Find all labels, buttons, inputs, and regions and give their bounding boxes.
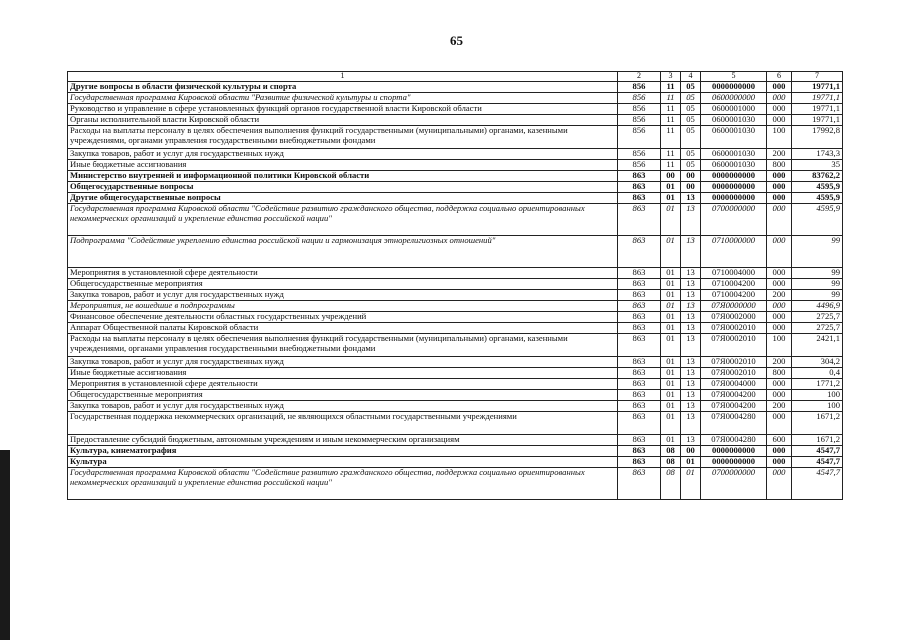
row-amount-cell: 100 [792,389,843,400]
row-amount-cell: 19771,1 [792,92,843,103]
table-row [68,445,843,456]
row-subsection-cell: 13 [681,411,701,434]
row-name-cell: Государственная программа Кировской области "Содействие развитию гражданского общества, поддержка социально ориентированных некоммерческих организаций и укрепление единства российской нации" [68,467,618,499]
row-subsection-cell: 13 [681,389,701,400]
header-cell: 7 [792,72,843,82]
row-amount-cell: 4547,7 [792,467,843,499]
table-row [68,125,843,148]
table-row [68,203,843,235]
row-admin-code-cell: 863 [618,170,661,181]
row-name-cell: Министерство внутренней и информационной политики Кировской области [68,170,618,181]
table-row [68,170,843,181]
row-name-cell: Закупка товаров, работ и услуг для государственных нужд [68,148,618,159]
row-subsection-cell: 00 [681,181,701,192]
table-row [68,92,843,103]
row-amount-cell: 100 [792,400,843,411]
row-amount-cell: 35 [792,159,843,170]
table-row [68,434,843,445]
row-expense-type-cell: 100 [767,125,792,148]
row-expense-type-cell: 000 [767,203,792,235]
row-name-cell: Общегосударственные вопросы [68,181,618,192]
row-expense-type-cell: 000 [767,81,792,92]
row-section-cell: 11 [661,159,681,170]
row-section-cell: 11 [661,103,681,114]
row-amount-cell: 0,4 [792,367,843,378]
row-name-cell: Мероприятия в установленной сфере деятельности [68,267,618,278]
row-expense-type-cell: 200 [767,400,792,411]
budget-table [67,71,843,500]
row-section-cell: 01 [661,389,681,400]
row-name-cell: Другие общегосударственные вопросы [68,192,618,203]
row-target-article-cell: 07Я0002010 [701,356,767,367]
row-subsection-cell: 13 [681,367,701,378]
row-admin-code-cell: 856 [618,159,661,170]
row-target-article-cell: 0000000000 [701,170,767,181]
row-section-cell: 11 [661,125,681,148]
row-section-cell: 01 [661,411,681,434]
row-target-article-cell: 07Я0000000 [701,300,767,311]
row-admin-code-cell: 863 [618,367,661,378]
row-admin-code-cell: 863 [618,300,661,311]
row-target-article-cell: 07Я0004280 [701,434,767,445]
row-section-cell: 01 [661,311,681,322]
row-expense-type-cell: 100 [767,333,792,356]
row-expense-type-cell: 000 [767,103,792,114]
row-target-article-cell: 07Я0002010 [701,333,767,356]
row-expense-type-cell: 200 [767,148,792,159]
row-subsection-cell: 13 [681,203,701,235]
row-section-cell: 01 [661,203,681,235]
table-row [68,192,843,203]
table-row [68,289,843,300]
table-row [68,378,843,389]
row-subsection-cell: 05 [681,114,701,125]
row-amount-cell: 19771,1 [792,81,843,92]
row-expense-type-cell: 000 [767,300,792,311]
row-target-article-cell: 0600001030 [701,159,767,170]
row-expense-type-cell: 800 [767,159,792,170]
row-amount-cell: 99 [792,278,843,289]
row-expense-type-cell: 000 [767,456,792,467]
table-row [68,81,843,92]
row-admin-code-cell: 863 [618,192,661,203]
row-target-article-cell: 07Я0004200 [701,389,767,400]
table-row [68,267,843,278]
row-section-cell: 00 [661,170,681,181]
row-section-cell: 01 [661,367,681,378]
header-row [68,72,843,82]
row-name-cell: Иные бюджетные ассигнования [68,367,618,378]
row-amount-cell: 2725,7 [792,311,843,322]
row-name-cell: Культура, кинематография [68,445,618,456]
row-subsection-cell: 13 [681,311,701,322]
row-section-cell: 01 [661,378,681,389]
table-body [68,72,843,500]
row-subsection-cell: 05 [681,148,701,159]
table-row [68,148,843,159]
row-name-cell: Общегосударственные мероприятия [68,278,618,289]
row-section-cell: 11 [661,148,681,159]
row-name-cell: Органы исполнительной власти Кировской области [68,114,618,125]
row-section-cell: 01 [661,289,681,300]
row-admin-code-cell: 863 [618,235,661,267]
row-admin-code-cell: 863 [618,378,661,389]
row-name-cell: Расходы на выплаты персоналу в целях обеспечения выполнения функций государственными (муниципальными) органами, казенными учреждениями, органами управления государственными внебюджетными фондами [68,333,618,356]
row-target-article-cell: 07Я0004000 [701,378,767,389]
row-target-article-cell: 0000000000 [701,456,767,467]
row-section-cell: 01 [661,434,681,445]
row-amount-cell: 1671,2 [792,411,843,434]
row-admin-code-cell: 856 [618,114,661,125]
row-subsection-cell: 13 [681,235,701,267]
row-expense-type-cell: 000 [767,92,792,103]
table-row [68,367,843,378]
row-target-article-cell: 07Я0004280 [701,411,767,434]
row-subsection-cell: 13 [681,434,701,445]
row-admin-code-cell: 863 [618,278,661,289]
row-amount-cell: 99 [792,267,843,278]
row-subsection-cell: 13 [681,378,701,389]
header-cell: 6 [767,72,792,82]
row-admin-code-cell: 856 [618,81,661,92]
row-subsection-cell: 01 [681,467,701,499]
row-name-cell: Государственная программа Кировской области "Развитие физической культуры и спорта" [68,92,618,103]
row-amount-cell: 1671,2 [792,434,843,445]
table-row [68,322,843,333]
row-expense-type-cell: 000 [767,389,792,400]
scan-edge-shadow [0,450,10,640]
row-amount-cell: 1771,2 [792,378,843,389]
page-number: 65 [450,33,463,48]
row-section-cell: 01 [661,192,681,203]
row-subsection-cell: 13 [681,400,701,411]
row-subsection-cell: 05 [681,92,701,103]
row-target-article-cell: 0600001030 [701,114,767,125]
row-admin-code-cell: 863 [618,467,661,499]
row-amount-cell: 99 [792,235,843,267]
row-subsection-cell: 00 [681,170,701,181]
row-subsection-cell: 05 [681,159,701,170]
row-section-cell: 01 [661,181,681,192]
row-expense-type-cell: 000 [767,267,792,278]
row-amount-cell: 4547,7 [792,445,843,456]
row-target-article-cell: 0000000000 [701,181,767,192]
row-target-article-cell: 07Я0002010 [701,322,767,333]
table-row [68,235,843,267]
row-name-cell: Культура [68,456,618,467]
row-admin-code-cell: 863 [618,181,661,192]
row-subsection-cell: 05 [681,81,701,92]
header-cell: 3 [661,72,681,82]
row-name-cell: Предоставление субсидий бюджетным, автономным учреждениям и иным некоммерческим организациям [68,434,618,445]
row-subsection-cell: 13 [681,192,701,203]
row-amount-cell: 2725,7 [792,322,843,333]
row-subsection-cell: 13 [681,278,701,289]
row-target-article-cell: 07Я0004200 [701,400,767,411]
row-target-article-cell: 0710004200 [701,289,767,300]
row-name-cell: Подпрограмма "Содействие укреплению единства российской нации и гармонизация этнорелигиозных отношений" [68,235,618,267]
header-cell: 1 [68,72,618,82]
row-section-cell: 11 [661,114,681,125]
row-target-article-cell: 0600001030 [701,148,767,159]
row-expense-type-cell: 000 [767,311,792,322]
row-subsection-cell: 13 [681,267,701,278]
row-section-cell: 01 [661,400,681,411]
table-row [68,456,843,467]
row-section-cell: 01 [661,235,681,267]
row-section-cell: 08 [661,456,681,467]
table-row [68,114,843,125]
row-admin-code-cell: 856 [618,103,661,114]
row-amount-cell: 2421,1 [792,333,843,356]
row-expense-type-cell: 000 [767,445,792,456]
row-expense-type-cell: 000 [767,181,792,192]
row-target-article-cell: 0000000000 [701,445,767,456]
table-row [68,159,843,170]
row-section-cell: 01 [661,300,681,311]
row-expense-type-cell: 000 [767,114,792,125]
row-expense-type-cell: 000 [767,322,792,333]
row-amount-cell: 83762,2 [792,170,843,181]
row-admin-code-cell: 863 [618,203,661,235]
row-name-cell: Мероприятия, не вошедшие в подпрограммы [68,300,618,311]
row-amount-cell: 4547,7 [792,456,843,467]
row-admin-code-cell: 856 [618,125,661,148]
row-expense-type-cell: 000 [767,235,792,267]
row-subsection-cell: 13 [681,289,701,300]
row-admin-code-cell: 863 [618,322,661,333]
header-cell: 4 [681,72,701,82]
table-row [68,311,843,322]
table-row [68,278,843,289]
row-admin-code-cell: 863 [618,400,661,411]
row-section-cell: 01 [661,333,681,356]
row-expense-type-cell: 600 [767,434,792,445]
row-amount-cell: 19771,1 [792,114,843,125]
row-subsection-cell: 13 [681,322,701,333]
row-admin-code-cell: 863 [618,445,661,456]
row-subsection-cell: 13 [681,300,701,311]
row-admin-code-cell: 863 [618,456,661,467]
row-expense-type-cell: 000 [767,170,792,181]
row-amount-cell: 4595,9 [792,192,843,203]
table-row [68,389,843,400]
row-amount-cell: 1743,3 [792,148,843,159]
row-admin-code-cell: 856 [618,148,661,159]
row-name-cell: Финансовое обеспечение деятельности областных государственных учреждений [68,311,618,322]
row-subsection-cell: 13 [681,356,701,367]
row-admin-code-cell: 856 [618,92,661,103]
row-name-cell: Иные бюджетные ассигнования [68,159,618,170]
row-expense-type-cell: 200 [767,356,792,367]
row-section-cell: 01 [661,356,681,367]
row-target-article-cell: 0000000000 [701,192,767,203]
row-amount-cell: 17992,8 [792,125,843,148]
row-name-cell: Другие вопросы в области физической культуры и спорта [68,81,618,92]
row-name-cell: Расходы на выплаты персоналу в целях обеспечения выполнения функций государственными (муниципальными) органами, казенными учреждениями, органами управления государственными внебюджетными фондами [68,125,618,148]
row-subsection-cell: 01 [681,456,701,467]
header-cell: 5 [701,72,767,82]
row-name-cell: Закупка товаров, работ и услуг для государственных нужд [68,356,618,367]
table-row [68,467,843,499]
table-row [68,411,843,434]
row-target-article-cell: 07Я0002010 [701,367,767,378]
row-section-cell: 08 [661,467,681,499]
row-target-article-cell: 0700000000 [701,203,767,235]
row-amount-cell: 4496,9 [792,300,843,311]
row-admin-code-cell: 863 [618,289,661,300]
row-target-article-cell: 0600001000 [701,103,767,114]
row-admin-code-cell: 863 [618,389,661,400]
row-target-article-cell: 07Я0002000 [701,311,767,322]
row-target-article-cell: 0700000000 [701,467,767,499]
row-admin-code-cell: 863 [618,434,661,445]
row-expense-type-cell: 000 [767,278,792,289]
row-amount-cell: 4595,9 [792,181,843,192]
table-row [68,181,843,192]
row-amount-cell: 4595,9 [792,203,843,235]
row-expense-type-cell: 800 [767,367,792,378]
row-subsection-cell: 05 [681,103,701,114]
row-expense-type-cell: 000 [767,378,792,389]
row-target-article-cell: 0600000000 [701,92,767,103]
row-target-article-cell: 0600001030 [701,125,767,148]
header-cell: 2 [618,72,661,82]
table-row [68,400,843,411]
row-target-article-cell: 0710000000 [701,235,767,267]
row-name-cell: Аппарат Общественной палаты Кировской области [68,322,618,333]
row-section-cell: 01 [661,267,681,278]
row-section-cell: 11 [661,81,681,92]
row-name-cell: Закупка товаров, работ и услуг для государственных нужд [68,400,618,411]
row-target-article-cell: 0710004000 [701,267,767,278]
row-admin-code-cell: 863 [618,333,661,356]
row-admin-code-cell: 863 [618,411,661,434]
row-section-cell: 01 [661,322,681,333]
row-name-cell: Государственная поддержка некоммерческих организаций, не являющихся областными государственными учреждениями [68,411,618,434]
row-amount-cell: 304,2 [792,356,843,367]
row-admin-code-cell: 863 [618,356,661,367]
row-subsection-cell: 13 [681,333,701,356]
row-section-cell: 01 [661,278,681,289]
table-row [68,356,843,367]
row-section-cell: 08 [661,445,681,456]
table-row [68,300,843,311]
row-name-cell: Руководство и управление в сфере установленных функций органов государственной власти Кировской области [68,103,618,114]
row-expense-type-cell: 000 [767,467,792,499]
row-subsection-cell: 00 [681,445,701,456]
row-admin-code-cell: 863 [618,311,661,322]
row-admin-code-cell: 863 [618,267,661,278]
row-name-cell: Общегосударственные мероприятия [68,389,618,400]
row-amount-cell: 99 [792,289,843,300]
row-target-article-cell: 0000000000 [701,81,767,92]
row-target-article-cell: 0710004200 [701,278,767,289]
row-expense-type-cell: 000 [767,192,792,203]
row-amount-cell: 19771,1 [792,103,843,114]
table-row [68,103,843,114]
row-name-cell: Мероприятия в установленной сфере деятельности [68,378,618,389]
row-subsection-cell: 05 [681,125,701,148]
row-section-cell: 11 [661,92,681,103]
row-name-cell: Закупка товаров, работ и услуг для государственных нужд [68,289,618,300]
row-expense-type-cell: 000 [767,411,792,434]
row-expense-type-cell: 200 [767,289,792,300]
row-name-cell: Государственная программа Кировской области "Содействие развитию гражданского общества, поддержка социально ориентированных некоммерческих организаций и укрепление единства российской нации" [68,203,618,235]
table-row [68,333,843,356]
